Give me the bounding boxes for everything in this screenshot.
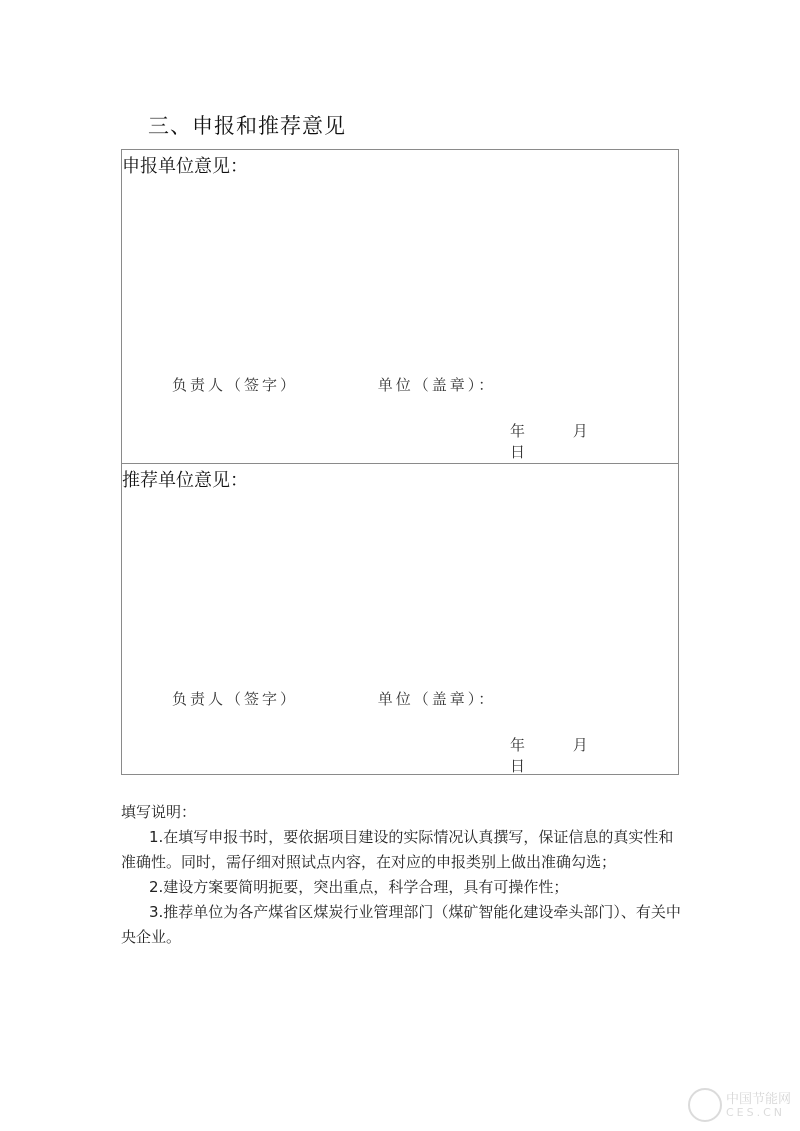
applicant-opinion-cell[interactable] [122, 150, 678, 464]
recommender-signature-row [172, 688, 496, 709]
instructions-heading: 填写说明： [121, 803, 197, 821]
recommender-signer-label: 负责人（签字） [172, 690, 299, 708]
applicant-date-year: 年 [510, 422, 526, 440]
applicant-unit-seal-label: 单位（盖章）： [377, 376, 497, 394]
instruction-item-2: 2.建设方案要简明扼要，突出重点，科学合理，具有可操作性； [149, 878, 569, 896]
recommender-date-month: 月 [572, 736, 588, 754]
recommender-date-day: 日 [510, 757, 526, 775]
applicant-signer-label: 负责人（签字） [172, 376, 299, 394]
watermark-text-en: CES.CN [726, 1106, 786, 1119]
recommender-date-row [510, 734, 678, 776]
applicant-opinion-label: 申报单位意见： [122, 156, 248, 177]
applicant-date-row [510, 420, 678, 462]
recommender-opinion-label: 推荐单位意见： [122, 470, 248, 491]
instruction-item-3: 3.推荐单位为各产煤省区煤炭行业管理部门（煤矿智能化建设牵头部门）、有关中央企业。 [121, 903, 681, 946]
watermark [688, 1086, 794, 1126]
filling-instructions [121, 800, 681, 950]
instruction-item-1: 1.在填写申报书时，要依据项目建设的实际情况认真撰写，保证信息的真实性和准确性。同时，需仔细对照试点内容，在对应的申报类别上做出准确勾选； [121, 828, 674, 871]
applicant-date-month: 月 [572, 422, 588, 440]
section-title: 三、申报和推荐意见 [148, 114, 346, 138]
ces-logo-icon [688, 1088, 722, 1122]
opinion-table [121, 149, 679, 775]
recommender-opinion-cell[interactable] [122, 464, 678, 774]
recommender-date-year: 年 [510, 736, 526, 754]
applicant-signature-row [172, 374, 496, 395]
applicant-date-day: 日 [510, 443, 526, 461]
recommender-unit-seal-label: 单位（盖章）： [377, 690, 497, 708]
watermark-text-cn: 中国节能网 [726, 1092, 792, 1107]
